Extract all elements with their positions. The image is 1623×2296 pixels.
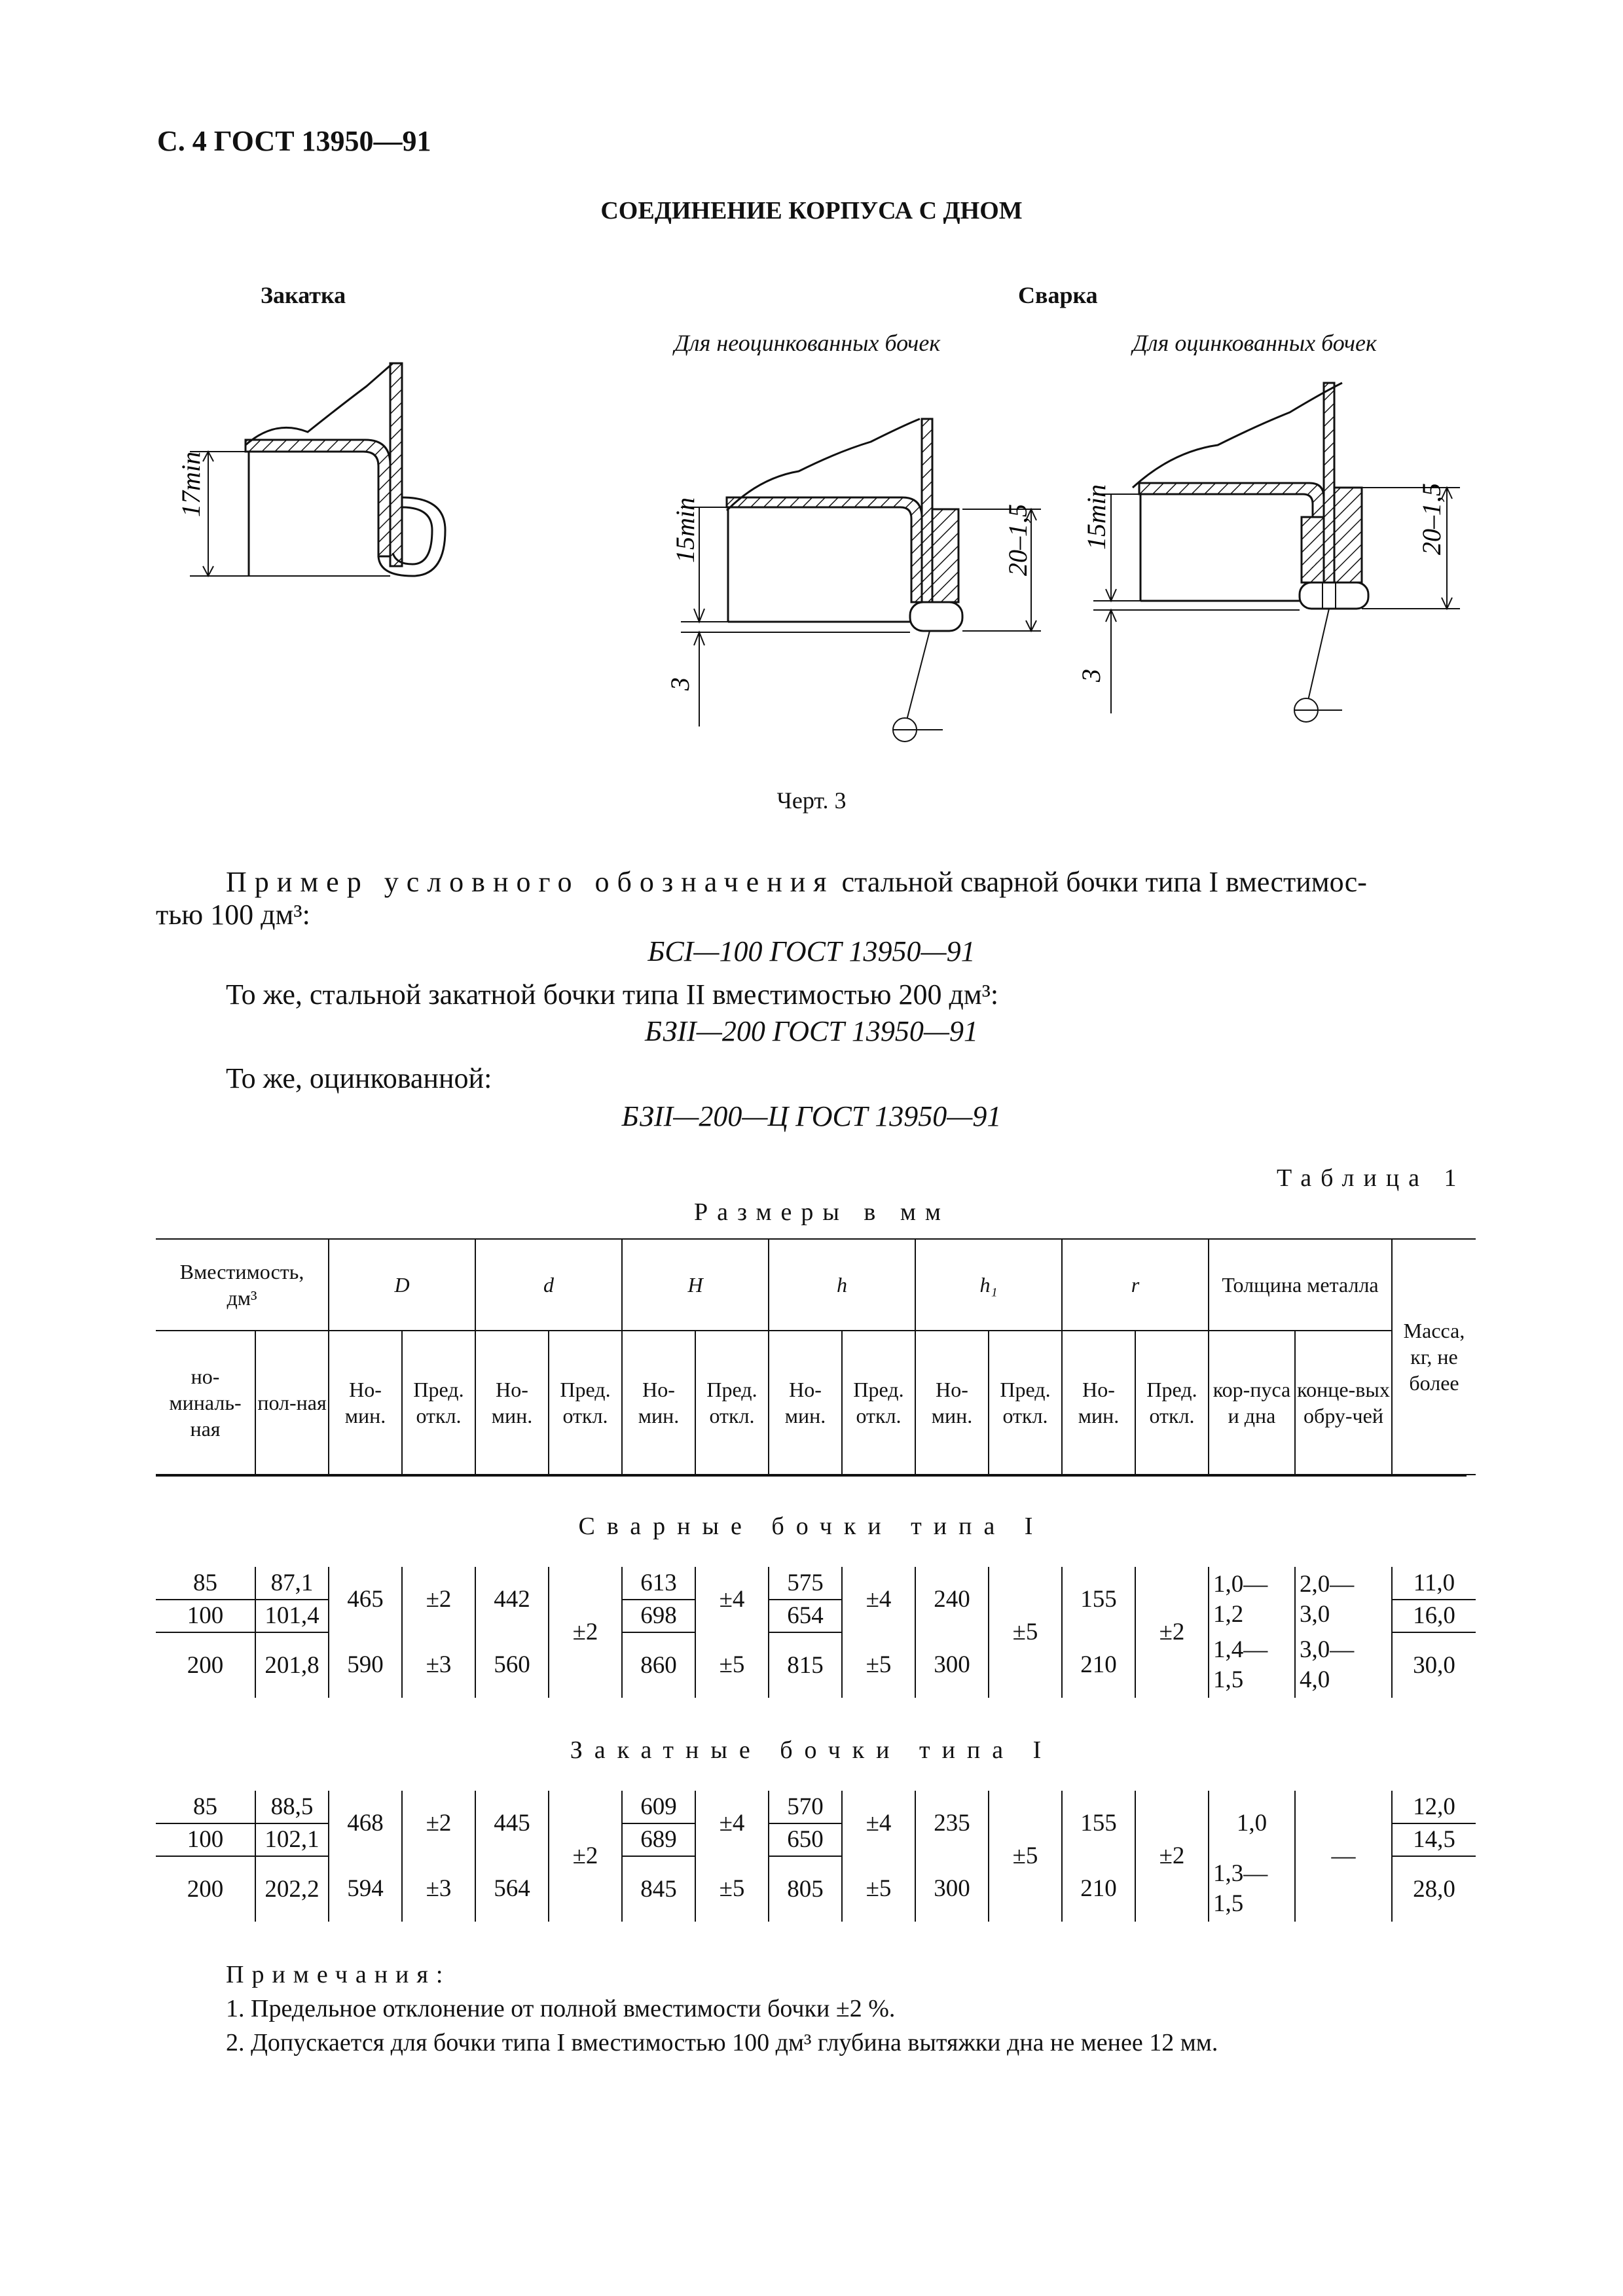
cell: 200 bbox=[187, 1875, 224, 1903]
cell: 590 bbox=[329, 1632, 402, 1698]
note-2: 2. Допускается для бочки типа I вместимостью 100 дм³ глубина вытяжки дна не менее 12 мм. bbox=[226, 2029, 1218, 2056]
figure-caption: Черт. 3 bbox=[776, 787, 847, 814]
table-welded bbox=[156, 1567, 1476, 1698]
label-zakatka: Закатка bbox=[261, 282, 346, 308]
cell: ±2 bbox=[1135, 1567, 1209, 1698]
cell: 1,3— 1,5 bbox=[1209, 1856, 1295, 1922]
cell: 650 bbox=[769, 1823, 842, 1856]
cell: ±3 bbox=[402, 1632, 475, 1698]
cell: ±2 bbox=[402, 1791, 475, 1856]
th-body: кор-пуса и дна bbox=[1209, 1331, 1295, 1475]
cell: 1,4— 1,5 bbox=[1209, 1632, 1295, 1698]
th-h1: h₁ bbox=[915, 1239, 1062, 1331]
cell: 860 bbox=[622, 1632, 695, 1698]
section-welded: Сварные бочки типа I bbox=[578, 1513, 1045, 1540]
th-D-tol: Пред. откл. bbox=[402, 1331, 475, 1475]
cell: 235 bbox=[915, 1791, 989, 1856]
cell: 445 bbox=[475, 1791, 549, 1856]
table-header bbox=[156, 1238, 1476, 1475]
th-H: H bbox=[622, 1239, 769, 1331]
th-h1-nom: Но-мин. bbox=[915, 1331, 989, 1475]
table-rolled bbox=[156, 1791, 1476, 1922]
cell: 210 bbox=[1062, 1632, 1135, 1698]
cell: 100 bbox=[156, 1823, 255, 1856]
th-r-nom: Но-мин. bbox=[1062, 1331, 1135, 1475]
th-h1-tol: Пред. откл. bbox=[989, 1331, 1062, 1475]
notes-title: Примечания: bbox=[226, 1961, 451, 1988]
th-hoops: концe-вых обру-чей bbox=[1295, 1331, 1392, 1475]
dim-3-2: 3 bbox=[1076, 669, 1106, 682]
dim-17min: 17min bbox=[176, 452, 206, 517]
welded-joint-drawing bbox=[665, 419, 1041, 742]
cell: 201,8 bbox=[255, 1632, 329, 1698]
th-r: r bbox=[1062, 1239, 1209, 1331]
cell: 85 bbox=[156, 1791, 255, 1823]
cell: 300 bbox=[915, 1856, 989, 1922]
th-thickness: Толщина металла bbox=[1209, 1239, 1392, 1331]
cell: 240 bbox=[915, 1567, 989, 1632]
cell: ±2 bbox=[549, 1791, 622, 1922]
cell: 575 bbox=[769, 1567, 842, 1600]
cell: ±5 bbox=[842, 1856, 915, 1922]
cell: 100 bbox=[156, 1600, 255, 1632]
th-capacity: Вместимость, дм³ bbox=[156, 1239, 329, 1331]
cell: 28,0 bbox=[1392, 1856, 1476, 1922]
cell: 689 bbox=[622, 1823, 695, 1856]
dim-3-1: 3 bbox=[665, 677, 695, 691]
table-units: Размеры в мм bbox=[694, 1198, 950, 1226]
th-d-nom: Но-мин. bbox=[475, 1331, 549, 1475]
th-full: пол-ная bbox=[255, 1331, 329, 1475]
cell: 200 bbox=[187, 1651, 224, 1679]
th-nominal: но-миналь-ная bbox=[156, 1331, 255, 1475]
cell: ±5 bbox=[695, 1856, 769, 1922]
example-para-3: То же, оцинкованной: bbox=[226, 1062, 492, 1094]
th-h-nom: Но-мин. bbox=[769, 1331, 842, 1475]
welded-galvanized-joint-drawing bbox=[1076, 383, 1460, 722]
cell: 11,0 bbox=[1392, 1567, 1476, 1600]
cell: 1,0 bbox=[1209, 1791, 1295, 1856]
cell: 698 bbox=[622, 1600, 695, 1632]
cell: 16,0 bbox=[1392, 1600, 1476, 1632]
example-para-2: То же, стальной закатной бочки типа II вместимостью 200 дм³: bbox=[226, 978, 999, 1011]
dim-20-2: 20–1,5 bbox=[1417, 483, 1446, 555]
formula-3: БЗII—200—Ц ГОСТ 13950—91 bbox=[621, 1100, 1002, 1132]
cell: ±5 bbox=[989, 1567, 1062, 1698]
cell: 202,2 bbox=[255, 1856, 329, 1922]
th-d-tol: Пред. откл. bbox=[549, 1331, 622, 1475]
cell: — bbox=[1295, 1791, 1392, 1922]
label-non-galvanized: Для неоцинкованных бочек bbox=[674, 330, 941, 356]
cell: 442 bbox=[475, 1567, 549, 1632]
th-r-tol: Пред. откл. bbox=[1135, 1331, 1209, 1475]
cell: 102,1 bbox=[255, 1823, 329, 1856]
th-h: h bbox=[769, 1239, 915, 1331]
cell: 155 bbox=[1062, 1567, 1135, 1632]
cell: 465 bbox=[329, 1567, 402, 1632]
cell: ±2 bbox=[402, 1567, 475, 1632]
cell: 654 bbox=[769, 1600, 842, 1632]
cell: 14,5 bbox=[1392, 1823, 1476, 1856]
th-d: d bbox=[475, 1239, 622, 1331]
cell: ±4 bbox=[842, 1791, 915, 1856]
example-line-1 bbox=[226, 863, 1470, 902]
cell: ±2 bbox=[1135, 1791, 1209, 1922]
cell: 564 bbox=[475, 1856, 549, 1922]
cell: ±4 bbox=[695, 1567, 769, 1632]
cell: 468 bbox=[329, 1791, 402, 1856]
cell: ±4 bbox=[842, 1567, 915, 1632]
formula-2: БЗII—200 ГОСТ 13950—91 bbox=[645, 1015, 978, 1047]
cell: 2,0— 3,0 bbox=[1295, 1567, 1392, 1632]
th-mass: Масса, кг, не более bbox=[1392, 1239, 1476, 1475]
cell: 594 bbox=[329, 1856, 402, 1922]
formula-1: БСI—100 ГОСТ 13950—91 bbox=[647, 935, 976, 967]
example-lead: Пример условного обозначения bbox=[226, 866, 835, 898]
cell: 1,0— 1,2 bbox=[1209, 1567, 1295, 1632]
th-H-nom: Но-мин. bbox=[622, 1331, 695, 1475]
cell: 609 bbox=[622, 1791, 695, 1823]
note-1: 1. Предельное отклонение от полной вместимости бочки ±2 %. bbox=[226, 1995, 896, 2022]
rolled-joint-drawing bbox=[176, 363, 445, 576]
cell: ±2 bbox=[549, 1567, 622, 1698]
table-label: Таблица 1 bbox=[1277, 1164, 1466, 1192]
page-header: С. 4 ГОСТ 13950—91 bbox=[157, 125, 431, 157]
th-D-nom: Но-мин. bbox=[329, 1331, 402, 1475]
cell: 87,1 bbox=[255, 1567, 329, 1600]
example-lead-rest: стальной сварной бочки типа I вместимос- bbox=[834, 866, 1367, 898]
cell: 613 bbox=[622, 1567, 695, 1600]
th-D: D bbox=[329, 1239, 475, 1331]
dim-15min-2: 15min bbox=[1082, 484, 1111, 550]
example-line-2: тью 100 дм³: bbox=[156, 899, 310, 931]
cell: 3,0— 4,0 bbox=[1295, 1632, 1392, 1698]
section-rolled: Закатные бочки типа I bbox=[570, 1736, 1053, 1764]
figure-title: СОЕДИНЕНИЕ КОРПУСА С ДНОМ bbox=[600, 197, 1023, 224]
dim-20-1: 20–1,5 bbox=[1003, 504, 1032, 576]
cell: 560 bbox=[475, 1632, 549, 1698]
cell: ±5 bbox=[989, 1791, 1062, 1922]
cell: ±4 bbox=[695, 1791, 769, 1856]
cell: ±5 bbox=[695, 1632, 769, 1698]
th-H-tol: Пред. откл. bbox=[695, 1331, 769, 1475]
cell: ±5 bbox=[842, 1632, 915, 1698]
label-galvanized: Для оцинкованных бочек bbox=[1133, 330, 1377, 356]
cell: ±3 bbox=[402, 1856, 475, 1922]
cell: 300 bbox=[915, 1632, 989, 1698]
cell: 85 bbox=[156, 1567, 255, 1600]
cell: 805 bbox=[769, 1856, 842, 1922]
header-rule bbox=[156, 1474, 1467, 1477]
cell: 845 bbox=[622, 1856, 695, 1922]
cell: 88,5 bbox=[255, 1791, 329, 1823]
cell: 101,4 bbox=[255, 1600, 329, 1632]
cell: 30,0 bbox=[1392, 1632, 1476, 1698]
cell: 155 bbox=[1062, 1791, 1135, 1856]
label-svarka: Сварка bbox=[1018, 282, 1098, 308]
cell: 12,0 bbox=[1392, 1791, 1476, 1823]
th-h-tol: Пред. откл. bbox=[842, 1331, 915, 1475]
cell: 815 bbox=[769, 1632, 842, 1698]
cell: 570 bbox=[769, 1791, 842, 1823]
joint-drawings bbox=[0, 0, 1623, 785]
cell: 210 bbox=[1062, 1856, 1135, 1922]
dim-15min-1: 15min bbox=[670, 497, 700, 563]
